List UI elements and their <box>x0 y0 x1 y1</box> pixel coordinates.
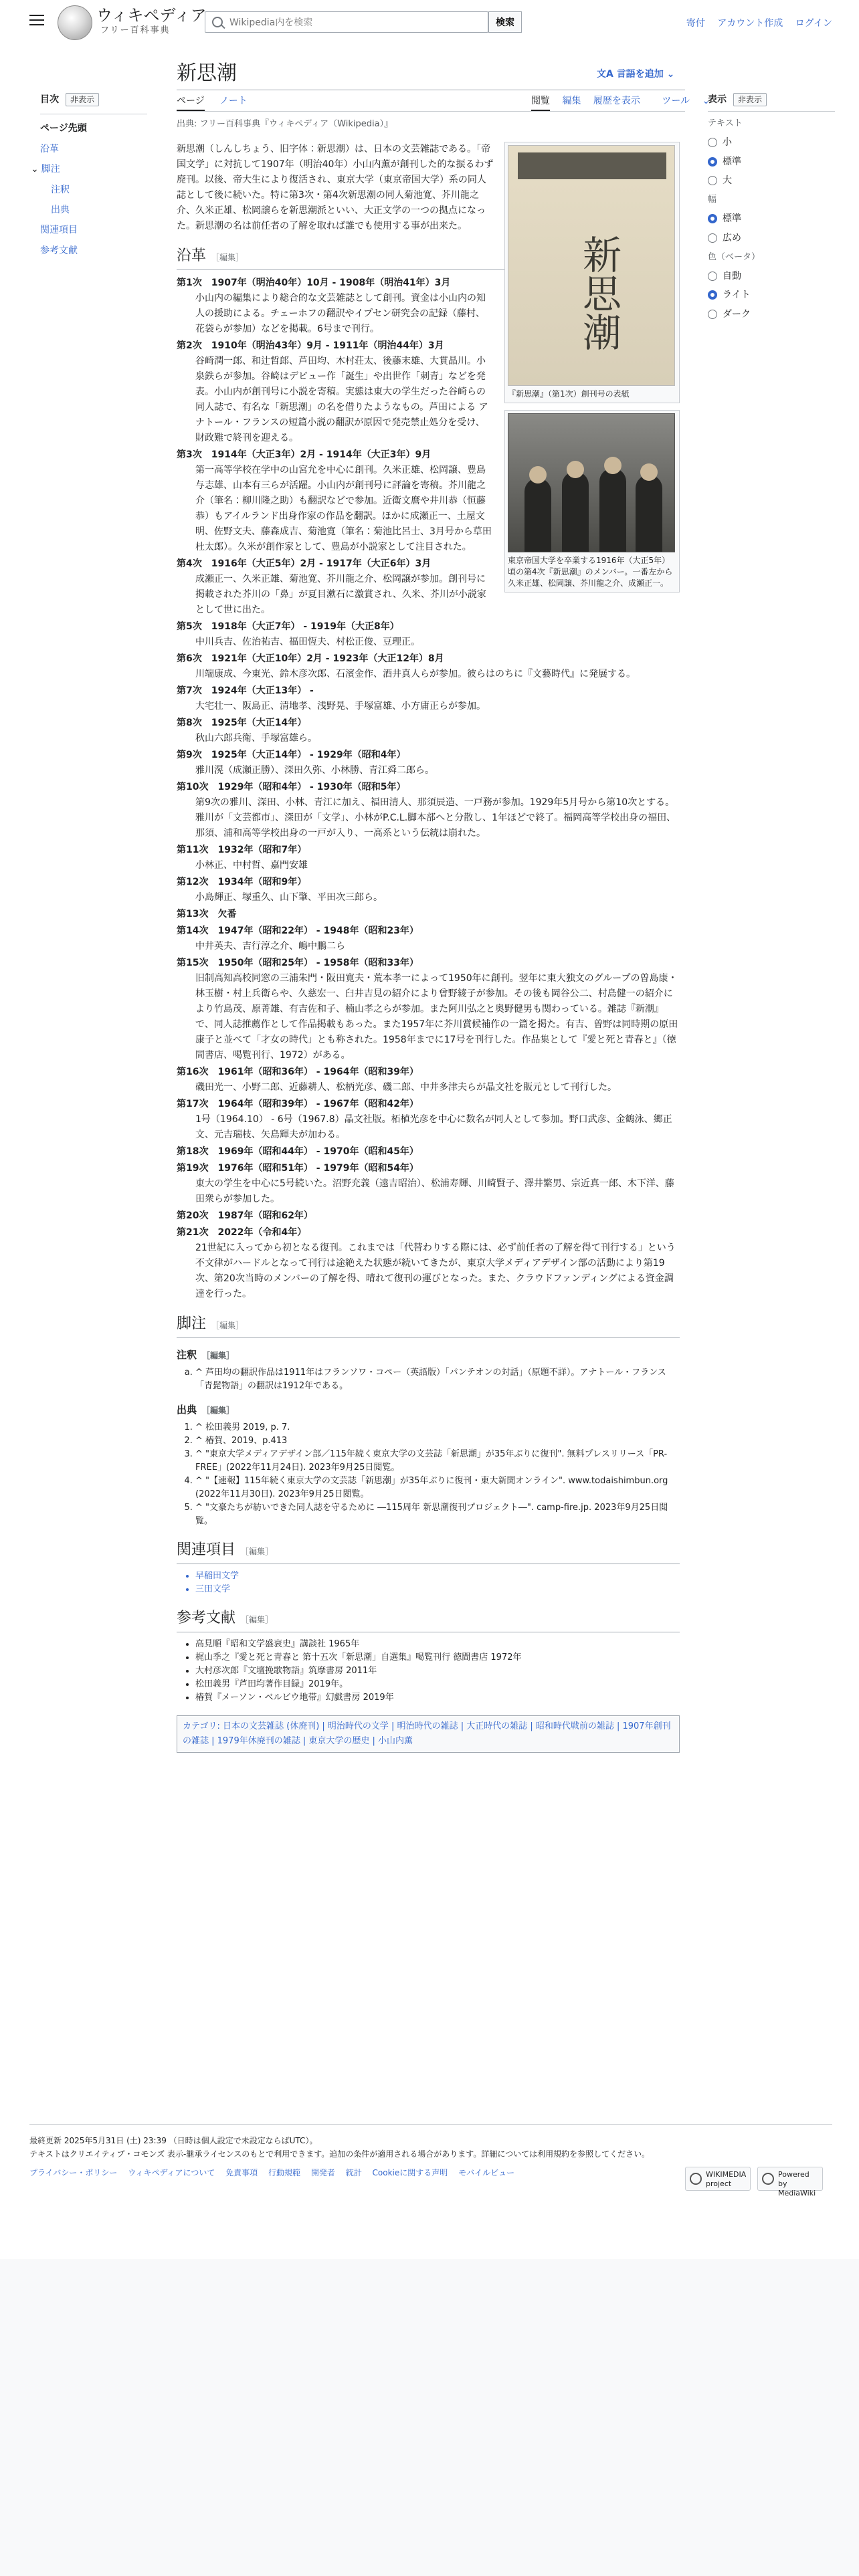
related-list <box>195 1570 680 1596</box>
radio-icon <box>708 272 717 281</box>
person-head <box>604 457 622 474</box>
toc-item-notes[interactable] <box>31 159 147 179</box>
section-bibliography-heading <box>177 1608 680 1632</box>
section-bibliography-title: 参考文献 <box>177 1610 236 1626</box>
toc-item-annotations[interactable]: 注釈 <box>51 184 70 195</box>
related-item[interactable]: • 三田文学 <box>195 1583 680 1596</box>
text-size-large[interactable] <box>708 173 835 188</box>
reference-item: 2. ^ 椿賀、2019、p.413 <box>195 1434 680 1448</box>
wikimedia-icon <box>690 2173 702 2185</box>
radio-icon <box>708 176 717 185</box>
main-menu-icon[interactable] <box>29 15 44 25</box>
edit-section-link[interactable]: ［編集］ <box>211 1321 244 1330</box>
history-term: 第16次 1961年（昭和36年） - 1964年（昭和39年） <box>177 1067 419 1077</box>
site-header <box>0 0 859 47</box>
person-head <box>640 463 658 481</box>
color-dark[interactable] <box>708 307 835 322</box>
history-term: 第12次 1934年（昭和9年） <box>177 877 307 887</box>
radio-icon <box>708 138 717 147</box>
badge-label: WIKIMEDIA project <box>706 2170 747 2188</box>
history-description: 旧制高知高校同窓の三浦朱門・阪田寛夫・荒本孝一によって1950年に創刊。翌年に東大独文のグループの曽島康・林玉樹・村上兵衛らや、久慈宏一、臼井吉見の紹介により曾野綾子が参加。その後も岡谷公二、村島健一の紹介により竹島茂、原菁雄、有吉佐和子、楠山孝之らが参加。また阿川弘之と奥野健男も関わっている。雑誌『新潮』で、同人誌推薦作として作品掲載もあった。また1957年に芥川賞候補作の一篇を掲た。有吉、曽野は同時期の原田康子と並べて「才女の時代」とも称された。1958年までに17号を刊行した。作品集として『愛と死と青春と』（徳間書店、喝覧刊行、1972）がある。 <box>195 973 678 1061</box>
history-description: 小山内の編集により総合的な文芸雑誌として創刊。資金は小山内の知人の援助による。チェーホフの翻訳やイプセン研究会の記録（藤村、花袋らが参加）などを掲載。6号まで刊行。 <box>195 293 486 334</box>
edit-section-link[interactable]: ［編集］ <box>202 1406 235 1415</box>
radio-icon <box>708 310 717 319</box>
tab-edit[interactable]: 編集 <box>562 96 581 106</box>
history-term: 第19次 1976年（昭和51年） - 1979年（昭和54年） <box>177 1163 419 1174</box>
group-photo-caption: 東京帝国大学を卒業する1916年（大正5年）頃の第4次『新思潮』のメンバー。一番左から久米正雄、松岡譲、芥川龍之介、成瀬正一。 <box>508 556 673 588</box>
toc-item-history[interactable]: 沿革 <box>40 143 59 154</box>
tab-history[interactable]: 履歴を表示 <box>593 96 640 106</box>
cover-image[interactable] <box>508 145 675 386</box>
footer-link[interactable]: Cookieに関する声明 <box>372 2168 448 2177</box>
appearance-panel <box>708 92 835 326</box>
subsection-annotations-title: 注釈 <box>177 1349 197 1361</box>
namespace-tabs <box>177 94 260 108</box>
appearance-divider <box>708 111 835 112</box>
tab-tools[interactable] <box>652 96 710 106</box>
person-figure <box>562 471 589 552</box>
footer-link[interactable]: 統計 <box>345 2168 362 2177</box>
toc-item-sources[interactable]: 出典 <box>51 204 70 215</box>
annotations-list <box>195 1366 680 1393</box>
subsection-sources-heading <box>177 1402 680 1418</box>
create-account-link[interactable]: アカウント作成 <box>717 18 783 29</box>
history-term: 第4次 1916年（大正5年）2月 - 1917年（大正6年）3月 <box>177 558 432 569</box>
reference-item: 1. ^ 松田義男 2019, p. 7. <box>195 1421 680 1434</box>
cover-title-art: 新思潮 <box>576 235 622 351</box>
group-photo-thumbnail <box>504 410 680 593</box>
section-notes-title: 脚注 <box>177 1315 207 1332</box>
history-description: 雅川滉（成瀬正勝）、深田久弥、小林勝、青江舜二郎ら。 <box>195 765 434 776</box>
search-box[interactable] <box>205 11 488 33</box>
radio-label: 大 <box>723 175 732 186</box>
person-figure <box>524 478 551 552</box>
bibliography-item: • 椿賀『メーソン・ベルビウ地帯』幻戯書房 2019年 <box>195 1691 680 1705</box>
radio-label: ライト <box>723 290 751 301</box>
last-edited: 最終更新 2025年5月31日 (土) 23:39 （日時は個人設定で未設定ならばUTC）。 <box>29 2136 318 2145</box>
footer-link[interactable]: 開発者 <box>310 2168 335 2177</box>
radio-label: 広め <box>723 232 741 243</box>
section-related-title: 関連項目 <box>177 1541 236 1558</box>
sources-list <box>195 1421 680 1528</box>
footer-divider <box>29 2124 832 2125</box>
history-description: 成瀬正一、久米正雄、菊池寛、芥川龍之介、松岡譲が参加。創刊号に掲載された芥川の「鼻」が夏目漱石に激賞され、久米、芥川が小説家として世に出た。 <box>195 574 486 615</box>
tab-tools-label: ツール <box>662 96 690 106</box>
toc-item-notes-label: 脚注 <box>41 164 60 175</box>
history-description: 中井英夫、吉行淳之介、嶋中鵬二ら <box>195 941 345 952</box>
history-description: 秋山六郎兵衛、手塚富雄ら。 <box>195 733 317 744</box>
reference-item: 4. ^ "【速報】115年続く東京大学の文芸誌「新思潮」が35年ぶりに復刊・東大新聞オンライン". www.todaishimbun.org (2022年11月30日). 2023年9月25日閲覧。 <box>195 1475 680 1501</box>
translate-icon: 文A <box>597 69 617 80</box>
section-history-title: 沿革 <box>177 247 207 264</box>
history-description: 磯田光一、小野二郎、近藤耕人、松柄光彦、磯二郎、中井多津夫らが晶文社を販元として刊行した。 <box>195 1082 617 1093</box>
history-term: 第9次 1925年（大正14年） - 1929年（昭和4年） <box>177 750 406 760</box>
history-term: 第11次 1932年（昭和7年） <box>177 845 307 855</box>
width-standard[interactable] <box>708 211 835 226</box>
edit-section-link[interactable]: ［編集］ <box>202 1351 235 1360</box>
section-related-heading <box>177 1540 680 1564</box>
chevron-down-icon: ⌄ <box>666 69 675 80</box>
license-text: テキストはクリエイティブ・コモンズ 表示-継承ライセンスのもとで利用できます。追加の条件が適用される場合があります。詳細については利用規約を参照してください。 <box>29 2149 650 2159</box>
subsection-annotations-heading <box>177 1348 680 1364</box>
add-language-label: 言語を追加 <box>616 69 664 80</box>
color-label: 色（ベータ） <box>708 251 761 262</box>
text-size-label: テキスト <box>708 118 743 129</box>
person-figure <box>599 468 626 552</box>
add-language-button[interactable] <box>597 67 674 82</box>
history-description: 東大の学生を中心に5号続いた。沼野充義（遠吉昭治）、松浦寿輝、川崎賢子、澤井繁男、宗近真一郎、木下洋、藤田衆らが参加した。 <box>195 1178 674 1204</box>
subsection-sources-title: 出典 <box>177 1404 197 1416</box>
cover-caption: 『新思潮』（第1次）創刊号の表紙 <box>508 389 630 399</box>
bibliography-item: • 梶山季之『愛と死と青春と 第十五次「新思潮」自選集』喝覧刊行 徳間書店 1972年 <box>195 1651 680 1665</box>
radio-label: 自動 <box>723 270 741 282</box>
annotation-item: a. ^ 芦田均の翻訳作品は1911年はフランソワ・コペー（英語版）「パンテオンの対話」（原題不詳）。アナトール・フランス「青髭物語」の翻訳は1912年である。 <box>195 1366 680 1393</box>
history-description: 中川兵吉、佐治祐吉、福田恆夫、村松正俊、豆理正。 <box>195 637 420 647</box>
bibliography-item: • 大村彦次郎『文壇挽歌物語』筑摩書房 2011年 <box>195 1665 680 1678</box>
history-description: 大宅壮一、阪島正、清地孝、浅野晃、手塚富雄、小方庸正らが参加。 <box>195 701 486 712</box>
view-tabs <box>522 94 710 108</box>
history-term: 第20次 1987年（昭和62年） <box>177 1210 313 1221</box>
footer-link[interactable]: プライバシー・ポリシー <box>29 2168 118 2177</box>
tab-page[interactable]: ページ <box>177 96 205 111</box>
radio-selected-icon <box>708 214 717 223</box>
tabs-divider <box>177 111 685 112</box>
radio-selected-icon <box>708 290 717 300</box>
wikipedia-globe-logo[interactable] <box>58 5 92 40</box>
mediawiki-icon <box>762 2173 774 2185</box>
history-term: 第1次 1907年（明治40年）10月 - 1908年（明治41年）3月 <box>177 278 451 288</box>
tab-talk[interactable]: ノート <box>219 96 248 106</box>
footer-link[interactable]: 免責事項 <box>225 2168 258 2177</box>
toc-item-bibliography[interactable]: 参考文献 <box>40 245 78 256</box>
history-term: 第14次 1947年（昭和22年） - 1948年（昭和23年） <box>177 926 419 936</box>
page-source-line: 出典: フリー百科事典『ウィキペディア（Wikipedia）』 <box>177 119 393 129</box>
tab-read[interactable]: 閲覧 <box>531 96 550 111</box>
chevron-down-icon[interactable]: ⌄ <box>31 164 39 175</box>
history-term: 第5次 1918年（大正7年） - 1919年（大正8年） <box>177 621 399 632</box>
history-description: 1号（1964.10） - 6号（1967.8）晶文社版。柘植光彦を中心に数名が同人として参加。野口武彦、金鶴泳、郷正文、元吉瑞枝、矢島輝夫が加わる。 <box>195 1114 672 1140</box>
history-term: 第21次 2022年（令和4年） <box>177 1227 307 1238</box>
badge-label: Powered by MediaWiki <box>778 2170 816 2197</box>
reference-item: 5. ^ "文豪たちが紡いできた同人誌を守るために ―115周年 新思潮復刊プロジェクト―". camp-fire.jp. 2023年9月25日閲覧。 <box>195 1501 680 1528</box>
history-description: 第一高等学校在学中の山宮允を中心に創刊。久米正雄、松岡譲、豊島与志雄、山本有三らが活躍。小山内が創刊号に評論を寄稿。芥川龍之介（筆名：柳川隆之助）も翻訳などで参加。近衛文麿や井川恭（恒藤恭）もアイルランド出身作家の作品を翻訳。ほかに成瀬正一、土屋文明、佐野文夫、藤森成吉、菊池寛（筆名：菊池比呂士、3月号から草田杜太郎）。久米が創作家として、豊島が小説家として注目された。 <box>195 465 492 552</box>
history-description: 小島輝正、塚重久、山下肇、平田次三郎ら。 <box>195 892 383 903</box>
article-images <box>504 142 680 599</box>
history-term: 第17次 1964年（昭和39年） - 1967年（昭和42年） <box>177 1099 419 1109</box>
bibliography-item: • 松田義男『芦田均著作目録』2019年。 <box>195 1678 680 1691</box>
history-term: 第3次 1914年（大正3年）2月 - 1914年（大正3年）9月 <box>177 449 432 460</box>
width-label: 幅 <box>708 195 717 205</box>
footer-link[interactable]: モバイルビュー <box>458 2168 515 2177</box>
group-photo-image[interactable] <box>508 413 675 552</box>
history-term: 第10次 1929年（昭和4年） - 1930年（昭和5年） <box>177 782 406 792</box>
history-term: 第15次 1950年（昭和25年） - 1958年（昭和33年） <box>177 958 419 968</box>
bibliography-item: • 高見順『昭和文学盛衰史』講談社 1965年 <box>195 1638 680 1651</box>
related-item[interactable]: • 早稲田文学 <box>195 1570 680 1583</box>
text-size-small[interactable] <box>708 135 835 150</box>
section-notes-heading <box>177 1314 680 1338</box>
page-title: 新思潮 <box>177 62 237 85</box>
donate-link[interactable]: 寄付 <box>686 18 705 29</box>
search-icon <box>212 17 223 27</box>
table-of-contents <box>31 92 147 261</box>
history-description: 第9次の雅川、深田、小林、青江に加え、福田清人、那須辰造、一戸務が参加。1929年5月号から第10次とする。雅川が「文芸都市」、深田が「文学」、小林がP.C.L.脚本部へと分散し、1年ほどで終了。福岡高等学校出身の福田、那須、浦和高等学校出身の一戸が入り、一高系という伝統は崩れた。 <box>195 797 676 839</box>
toc-item-top[interactable]: ページ先頭 <box>40 123 87 134</box>
edit-section-link[interactable]: ［編集］ <box>211 253 244 262</box>
site-footer <box>29 2124 832 2197</box>
toc-item-related[interactable]: 関連項目 <box>40 225 78 236</box>
history-term: 第8次 1925年（大正14年） <box>177 718 307 728</box>
toc-hide-button[interactable]: 非表示 <box>66 93 99 106</box>
cover-thumbnail <box>504 142 680 403</box>
radio-label: 小 <box>723 137 732 148</box>
reference-item: 3. ^ "東京大学メディアデザイン部／115年続く東京大学の文芸誌「新思潮」が35年ぶりに復刊". 無料プレスリリース「PR-FREE」(2022年11月24日). 2023年9月25日閲覧。 <box>195 1448 680 1475</box>
radio-icon <box>708 233 717 243</box>
page-bottom-background <box>0 2259 859 2576</box>
history-description: 21世紀に入ってから初となる復刊。これまでは「代替わりする際には、必ず前任者の了解を得て刊行する」という不文律がハードルとなって刊行は途絶えた状態が続いてきたが、東京大学メディアデザイン部の活動により第19次、第20次当時のメンバーの了解を得、晴れて復刊の運びとなった。また、クラウドファンディングによる資金調達を行った。 <box>195 1243 676 1299</box>
person-figure <box>636 475 662 552</box>
color-auto[interactable] <box>708 269 835 284</box>
person-head <box>567 461 584 478</box>
bibliography-list <box>195 1638 680 1705</box>
radio-label: 標準 <box>723 156 741 167</box>
toc-title: 目次 <box>40 94 59 105</box>
history-term: 第18次 1969年（昭和44年） - 1970年（昭和45年） <box>177 1146 419 1157</box>
footer-link[interactable]: ウィキペディアについて <box>128 2168 215 2177</box>
mediawiki-badge[interactable] <box>757 2167 823 2197</box>
color-light[interactable] <box>708 288 835 302</box>
search-button[interactable]: 検索 <box>488 11 522 33</box>
radio-selected-icon <box>708 157 717 167</box>
logo-title[interactable]: ウィキペディア <box>96 6 207 25</box>
wikimedia-badge[interactable] <box>685 2167 751 2191</box>
intro-paragraph: 新思潮（しんしちょう、旧字体：新思潮）は、日本の文芸雑誌である。「帝国文学」に対抗して1907年（明治40年）小山内薫が創刊した的な振るわず廃刊。以後、帝大生により復活され、東京大学（東京帝国大学）系の同人誌として後に続いた。特に第3次・第4次新思潮の同人菊池寛、芥川龍之介、久米正雄、松岡譲らを新思潮派といい、大正文学の一つの拠点になった。新思潮の名は前任者の了解を取れば誰でも使用する事が出来た。 <box>177 144 494 231</box>
edit-section-link[interactable]: ［編集］ <box>241 1615 274 1624</box>
history-description: 谷崎潤一郎、和辻哲郎、芦田均、木村荘太、後藤末雄、大貫晶川。小泉鉄らが参加。谷崎はデビュー作「誕生」や出世作「刺青」などを発表。小山内が創刊号に小説を寄稿。実態は東大の学生だった谷崎らの同人誌で、有名な「新思潮」の名を借りたようなもの。芦田による アナトール・フランスの短篇小説の翻訳が原因で発売禁止処分を受け、財政難で終刊を迎える。 <box>195 356 488 443</box>
radio-label: 標準 <box>723 213 741 225</box>
history-description: 川端康成、今東光、鈴木彦次郎、石濱金作、酒井真人らが参加。彼らはのちに『文藝時代』に発展する。 <box>195 669 636 679</box>
edit-section-link[interactable]: ［編集］ <box>241 1547 274 1556</box>
appearance-hide-button[interactable]: 非表示 <box>733 93 767 106</box>
appearance-title: 表示 <box>708 94 727 105</box>
search-input[interactable] <box>228 14 485 31</box>
category-box[interactable]: カテゴリ: 日本の文芸雑誌 (休廃刊) | 明治時代の文学 | 明治時代の雑誌 | 大正時代の雑誌 | 昭和時代戦前の雑誌 | 1907年創刊の雑誌 | 1979年休廃刊の雑誌 | 東京大学の歴史 | 小山内薫 <box>177 1715 680 1753</box>
width-wide[interactable] <box>708 231 835 245</box>
history-term: 第6次 1921年（大正10年）2月 - 1923年（大正12年）8月 <box>177 653 444 664</box>
user-links <box>677 16 832 31</box>
login-link[interactable]: ログイン <box>795 18 832 29</box>
logo-tagline: フリー百科事典 <box>100 25 171 35</box>
radio-label: ダーク <box>723 308 751 320</box>
cover-band <box>518 152 666 179</box>
article-body <box>177 142 680 1753</box>
footer-link[interactable]: 行動規範 <box>268 2168 301 2177</box>
history-description: 小林正、中村哲、嘉門安雄 <box>195 860 308 871</box>
history-term: 第2次 1910年（明治43年）9月 - 1911年（明治44年）3月 <box>177 340 444 351</box>
text-size-standard[interactable] <box>708 154 835 169</box>
chevron-down-icon: ⌄ <box>702 96 710 106</box>
history-term: 第13次 欠番 <box>177 909 237 920</box>
person-head <box>529 466 547 484</box>
history-term: 第7次 1924年（大正13年） - <box>177 685 314 696</box>
